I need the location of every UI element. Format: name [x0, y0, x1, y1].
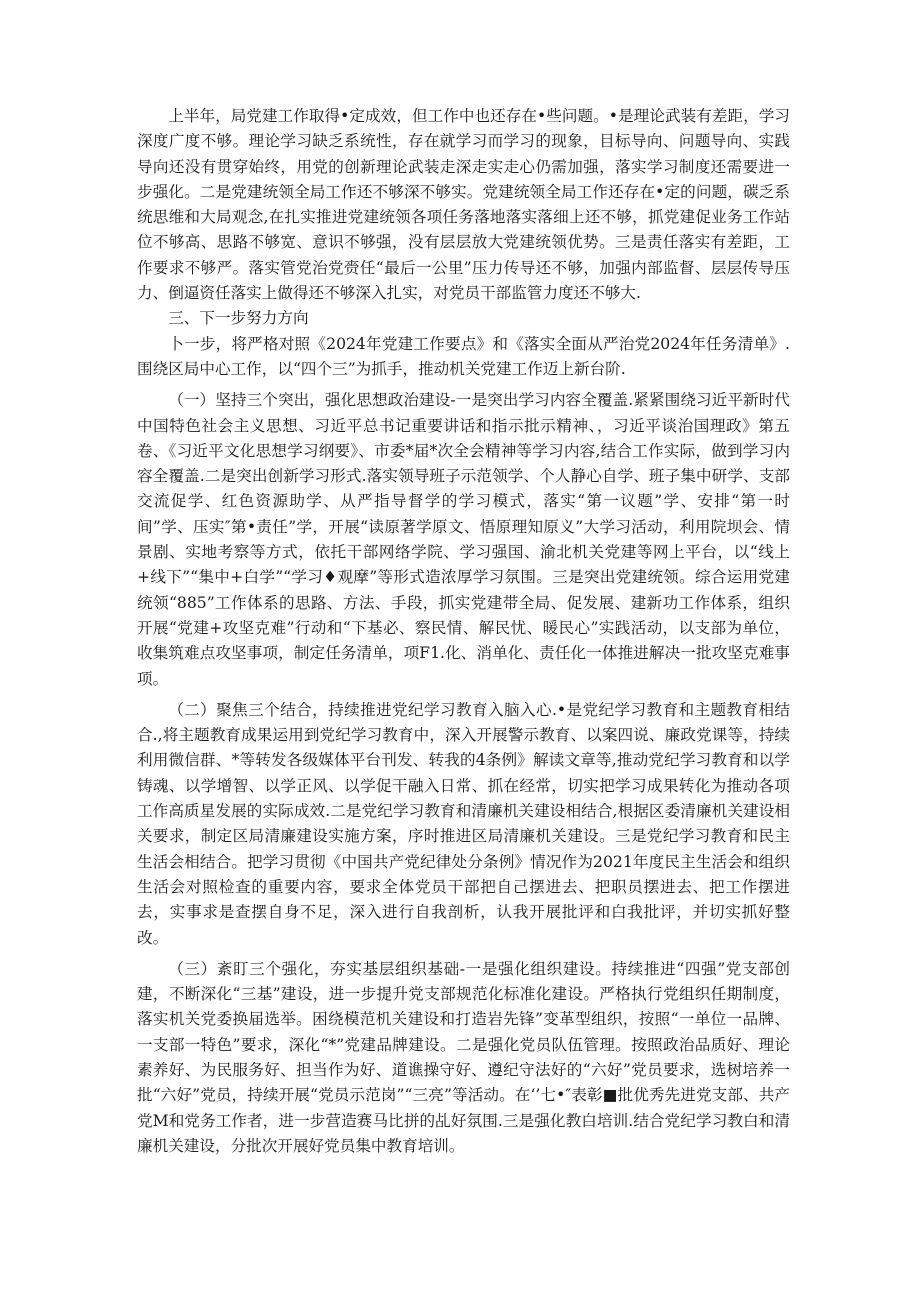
paragraph-summary: 上半年，局党建工作取得•定成效，但工作中也还存在•些问题。•是理论武装有差距，学习深度广度不够。理论学习缺乏系统性，存在就学习而学习的现象，目标导向、问题导向、实践导向还没有贯穿始终，用党的创新理论武装走深走实走心仍需加强，落实学习制度还需要进一步强化。二是党建统领全局工作还不够深不够实。党建统领全局工作还存在•定的问题，碳乏系统思维和大局观念,在扎实推进党建统领各项任务落地落实落细上还不够，抓党建促业务工作站位不够高、思路不够宽、意识不够强，没有层层放大党建统领优势。三是责任落实有差距，工作要求不够严。落实管党治党赍任“最后一公里”压力传导还不够，加强内部监督、层层传导压力、倒逼资任落实上做得还不够深入扎实，对党员干部监管力度还不够大. [137, 107, 790, 303]
paragraph-item-3: （三）紊盯三个强化，夯实基层组织基础-一是强化组织建设。持续推进“四强”党支部创建，不断深化“三基”建设，进一步提升党支部规范化标准化建设。严格执行党组织任期制度，落实机关党委换届选举。困绕模范机关建设和打造岩先锋”变革型组织，按照“一单位一品牌、一支部一特色”要求，深化“*”党建品牌建设。二是强化党员队伍管理。按照政治品质好、理论素养好、为民服务好、担当作为好、道谯操守好、遵纪守法好的“六好”党员要求，选树培养一批“六好”党员，持续开展“党员示范岗”“三亮”等活动。在‘’七•″表彰■批优秀先进党支部、共产党M和党务工作者，进一步营造赛马比拼的乩好氛围.三是强化教白培训.结合党纪学习教白和清廉机关建设，分批次开展好党员集中教育培训。 [137, 959, 790, 1155]
document-body [137, 104, 790, 1159]
section-heading: 三、下一步努力方向 [168, 309, 309, 328]
paragraph-item-1: （一）坚持三个突出，强化思想政治建设-一是突出学习内容全覆盖.紧紧围绕习近平新时代中国特色社会主义思想、习近平总书记重要讲话和指示批示精神、，习近平谈治国理政》第五卷、《习近平文化思想学习纲要》、市委*届*次全会精神等学习内容,结合工作实际，做到学习内容全覆盖.二是突出创新学习形式.落实领导班子示范领学、个人静心自学、班子集中研学、支部交流促学、红色资源助学、从严指导督学的学习模式，落实“第一议题”学、安排“第一时间”学、压实″第•责任”学，开展“读原著学原文、悟原理知原义”大学习活动，利用院坝会、情景剧、实地考察等方式，依托干部网络学院、学习强国、渝北机关党建等网上平台，以“线上+线下”“集中+白学”“学习♦观摩”等形式造浓厚学习氛围。三是突出党建统领。综合运用党建统领“885”工作体系的思路、方法、手段，抓实党建带全局、促发展、建新功工作体系，组织开展“党建+攻坚克难”行动和“下基必、察民情、解民忧、暖民心”实践活动，以支部为单位，收集筑难点攻坚事项，制定任务清单，项F1.化、消单化、责任化一体推进解决一批攻坚克难事项。 [137, 391, 790, 688]
paragraph-item-2: （二）聚焦三个结合，持续推进党纪学习教育入脑入心.•是党纪学习教育和主题教育相结合.,将主题教育成果运用到党纪学习教育中，深入开展警示教育、以案四说、廉政党课等，持续利用微信群、*等转发各级媒体平台刊发、转我的4条例》解读文章等,推动党纪学习教育和以学铸魂、以学增智、以学正风、以学促干融入日常、抓在经常，切实把学习成果转化为推动各项工作高质星发展的实际成效.二是党纪学习教育和清廉机关建设相结合,根据区委清廉机关建设相关要求，制定区局清廉建设实施方案，序时推进区局清廉机关建设。三是党纪学习教育和民主生活会相结合。把学习贯彻《中国共产党纪律处分条例》情况作为2021年度民主生活会和组织生活会对照检查的重要内容，要求全体党员干部把自己摆进去、把职员摆进去、把工作摆进去，实事求是查摆自身不足，深入进行自我剖析，认我开展批评和白我批评，并切实抓好整改。 [137, 700, 790, 947]
paragraph-intro: 卜一步，将严格对照《2024年党建工作要点》和《落实全面从严治党2024年任务清单》.围绕区局中心工作，以“四个三”为抓手，推动机关党建工作迈上新台阶. [137, 334, 790, 378]
